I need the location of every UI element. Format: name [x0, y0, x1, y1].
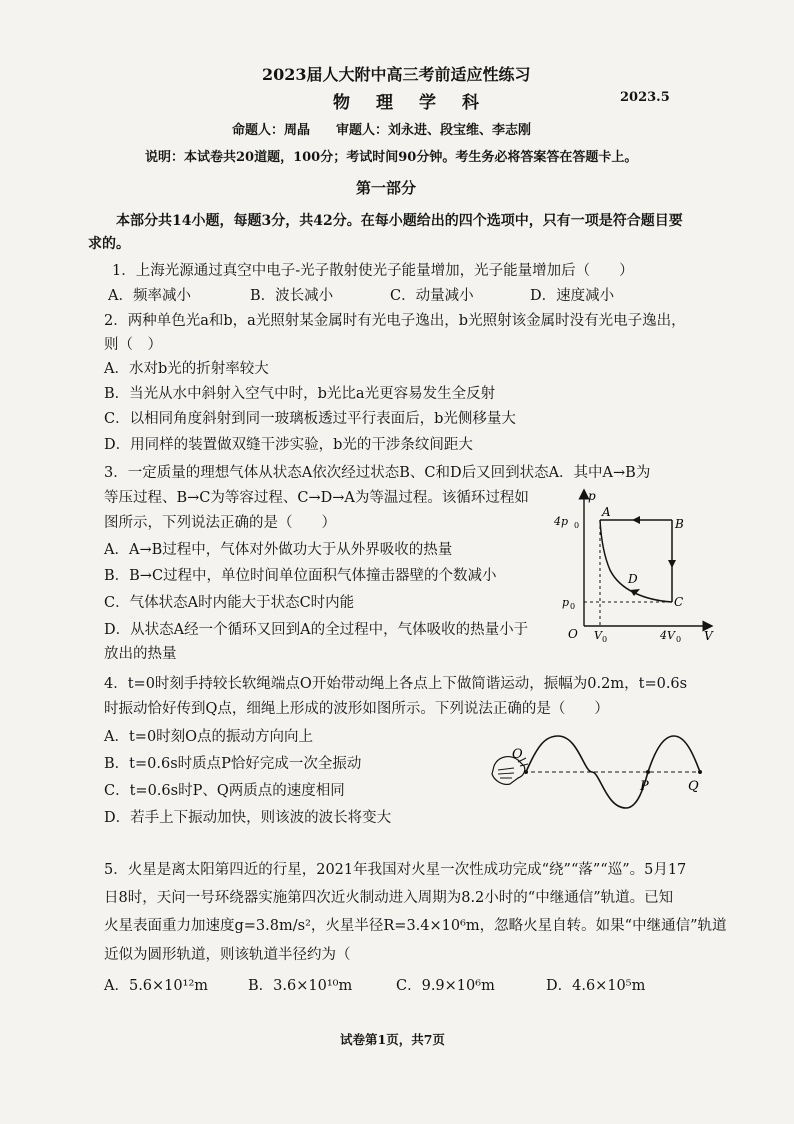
q3-option-a: A．A→B过程中，气体对外做功大于从外界吸收的热量: [104, 542, 453, 558]
q2-stem-line1: 2．两种单色光a和b，a光照射某金属时有光电子逸出，b光照射该金属时没有光电子逸出，: [104, 313, 686, 329]
q3-option-b: B．B→C过程中，单位时间单位面积气体撞击器壁的个数减小: [104, 568, 497, 584]
origin-label: O: [568, 627, 578, 641]
q5-option-b: B．3.6×10¹⁰m: [248, 978, 353, 994]
q4-option-b: B．t=0.6s时质点P恰好完成一次全振动: [104, 756, 362, 772]
q3-stem-line1: 3．一定质量的理想气体从状态A依次经过状态B、C和D后又回到状态A．其中A→B为: [104, 465, 651, 481]
point-q-dot: [698, 770, 702, 774]
q5-stem-line2: 日8时，天问一号环绕器实施第四次近火制动进入周期为8.2小时的“中继通信”轨道。已知: [104, 890, 674, 906]
q4-stem-line1: 4．t=0时刻手持较长软绳端点O开始带动绳上各点上下做简谐运动，振幅为0.2m，t=0.6s: [104, 676, 688, 692]
q1-option-d: D．速度减小: [530, 288, 615, 304]
q4-stem-line2: 时振动恰好传到Q点，细绳上形成的波形如图所示。下列说法正确的是（ ）: [104, 701, 609, 717]
q3-option-d-line2: 放出的热量: [104, 646, 177, 662]
point-p-dot: [646, 770, 650, 774]
p-axis-label: p: [588, 489, 596, 503]
instructions-line: 说明：本试卷共20道题，100分；考试时间90分钟。考生务必将答案答在答题卡上。: [145, 150, 638, 165]
q5-stem-line3: 火星表面重力加速度g=3.8m/s²，火星半径R=3.4×10⁶m，忽略火星自转。如果“中继通信”轨道: [104, 918, 727, 934]
wave-diagram: [488, 726, 708, 822]
q5-option-c: C．9.9×10⁶m: [396, 978, 495, 994]
tick-p0-label: p: [562, 596, 570, 609]
point-o-label: O: [512, 747, 523, 762]
q2-option-b: B．当光从水中斜射入空气中时，b光比a光更容易发生全反射: [104, 386, 496, 402]
point-p-label: P: [640, 779, 649, 794]
q4-option-d: D．若手上下振动加快，则该波的波长将变大: [104, 810, 392, 826]
pv-diagram: [548, 486, 718, 646]
tick-4p0-label: 4p: [554, 515, 569, 528]
part-intro-line2: 求的。: [88, 236, 130, 252]
arrow-ab-icon: [632, 516, 640, 524]
tick-v0-sub: 0: [602, 635, 608, 644]
q1-option-c: C．动量减小: [390, 288, 474, 304]
tick-4p0-sub: 0: [574, 521, 580, 530]
q3-option-c: C．气体状态A时内能大于状态C时内能: [104, 595, 355, 611]
q2-stem-line2: 则（ ）: [104, 337, 162, 353]
page-footer: 试卷第1页，共7页: [340, 1032, 445, 1047]
tick-4v0-label: 4V: [660, 629, 675, 642]
exam-title: 2023届人大附中高三考前适应性练习: [262, 65, 531, 84]
exam-date: 2023.5: [620, 90, 670, 105]
subject-title: 物理学科: [333, 93, 505, 113]
q5-stem-line4: 近似为圆形轨道，则该轨道半径约为（: [104, 947, 351, 963]
state-c-label: C: [674, 595, 684, 609]
q4-option-a: A．t=0时刻O点的振动方向向上: [104, 729, 314, 745]
q4-option-c: C．t=0.6s时P、Q两质点的速度相同: [104, 783, 345, 799]
q3-option-d: D．从状态A经一个循环又回到A的全过程中，气体吸收的热量小于: [104, 622, 529, 638]
tick-v0-label: V: [594, 629, 602, 642]
q1-option-a: A．频率减小: [108, 288, 191, 304]
q2-option-c: C．以相同角度斜射到同一玻璃板透过平行表面后，b光侧移量大: [104, 411, 516, 427]
q3-stem-line3: 图所示，下列说法正确的是（ ）: [104, 515, 336, 531]
q3-stem-line2: 等压过程、B→C为等容过程、C→D→A为等温过程。该循环过程如: [104, 490, 529, 506]
tick-p0-sub: 0: [570, 602, 576, 611]
q5-option-d: D．4.6×10⁵m: [546, 978, 646, 994]
q1-stem: 1．上海光源通过真空中电子-光子散射使光子能量增加，光子能量增加后（ ）: [112, 263, 634, 279]
state-b-label: B: [675, 517, 684, 531]
q2-option-d: D．用同样的装置做双缝干涉实验，b光的干涉条纹间距大: [104, 437, 473, 453]
point-q-label: Q: [688, 779, 699, 794]
q5-stem-line1: 5．火星是离太阳第四近的行星，2021年我国对火星一次性成功完成“绕”“落”“巡”。5月17: [104, 862, 687, 878]
authors-line: 命题人：周晶 审题人：刘永进、段宝维、李志刚: [232, 123, 532, 138]
part-title: 第一部分: [356, 179, 417, 197]
tick-4v0-sub: 0: [676, 635, 682, 644]
q5-option-a: A．5.6×10¹²m: [104, 978, 209, 994]
state-a-label: A: [602, 505, 611, 519]
part-intro-line1: 本部分共14小题，每题3分，共42分。在每小题给出的四个选项中，只有一项是符合题目要: [116, 213, 683, 229]
v-axis-label: V: [704, 629, 713, 643]
q2-option-a: A．水对b光的折射率较大: [104, 361, 269, 377]
q1-option-b: B．波长减小: [250, 288, 334, 304]
state-d-label: D: [628, 572, 638, 586]
point-o-dot: [524, 770, 528, 774]
arrow-bc-icon: [668, 560, 676, 568]
